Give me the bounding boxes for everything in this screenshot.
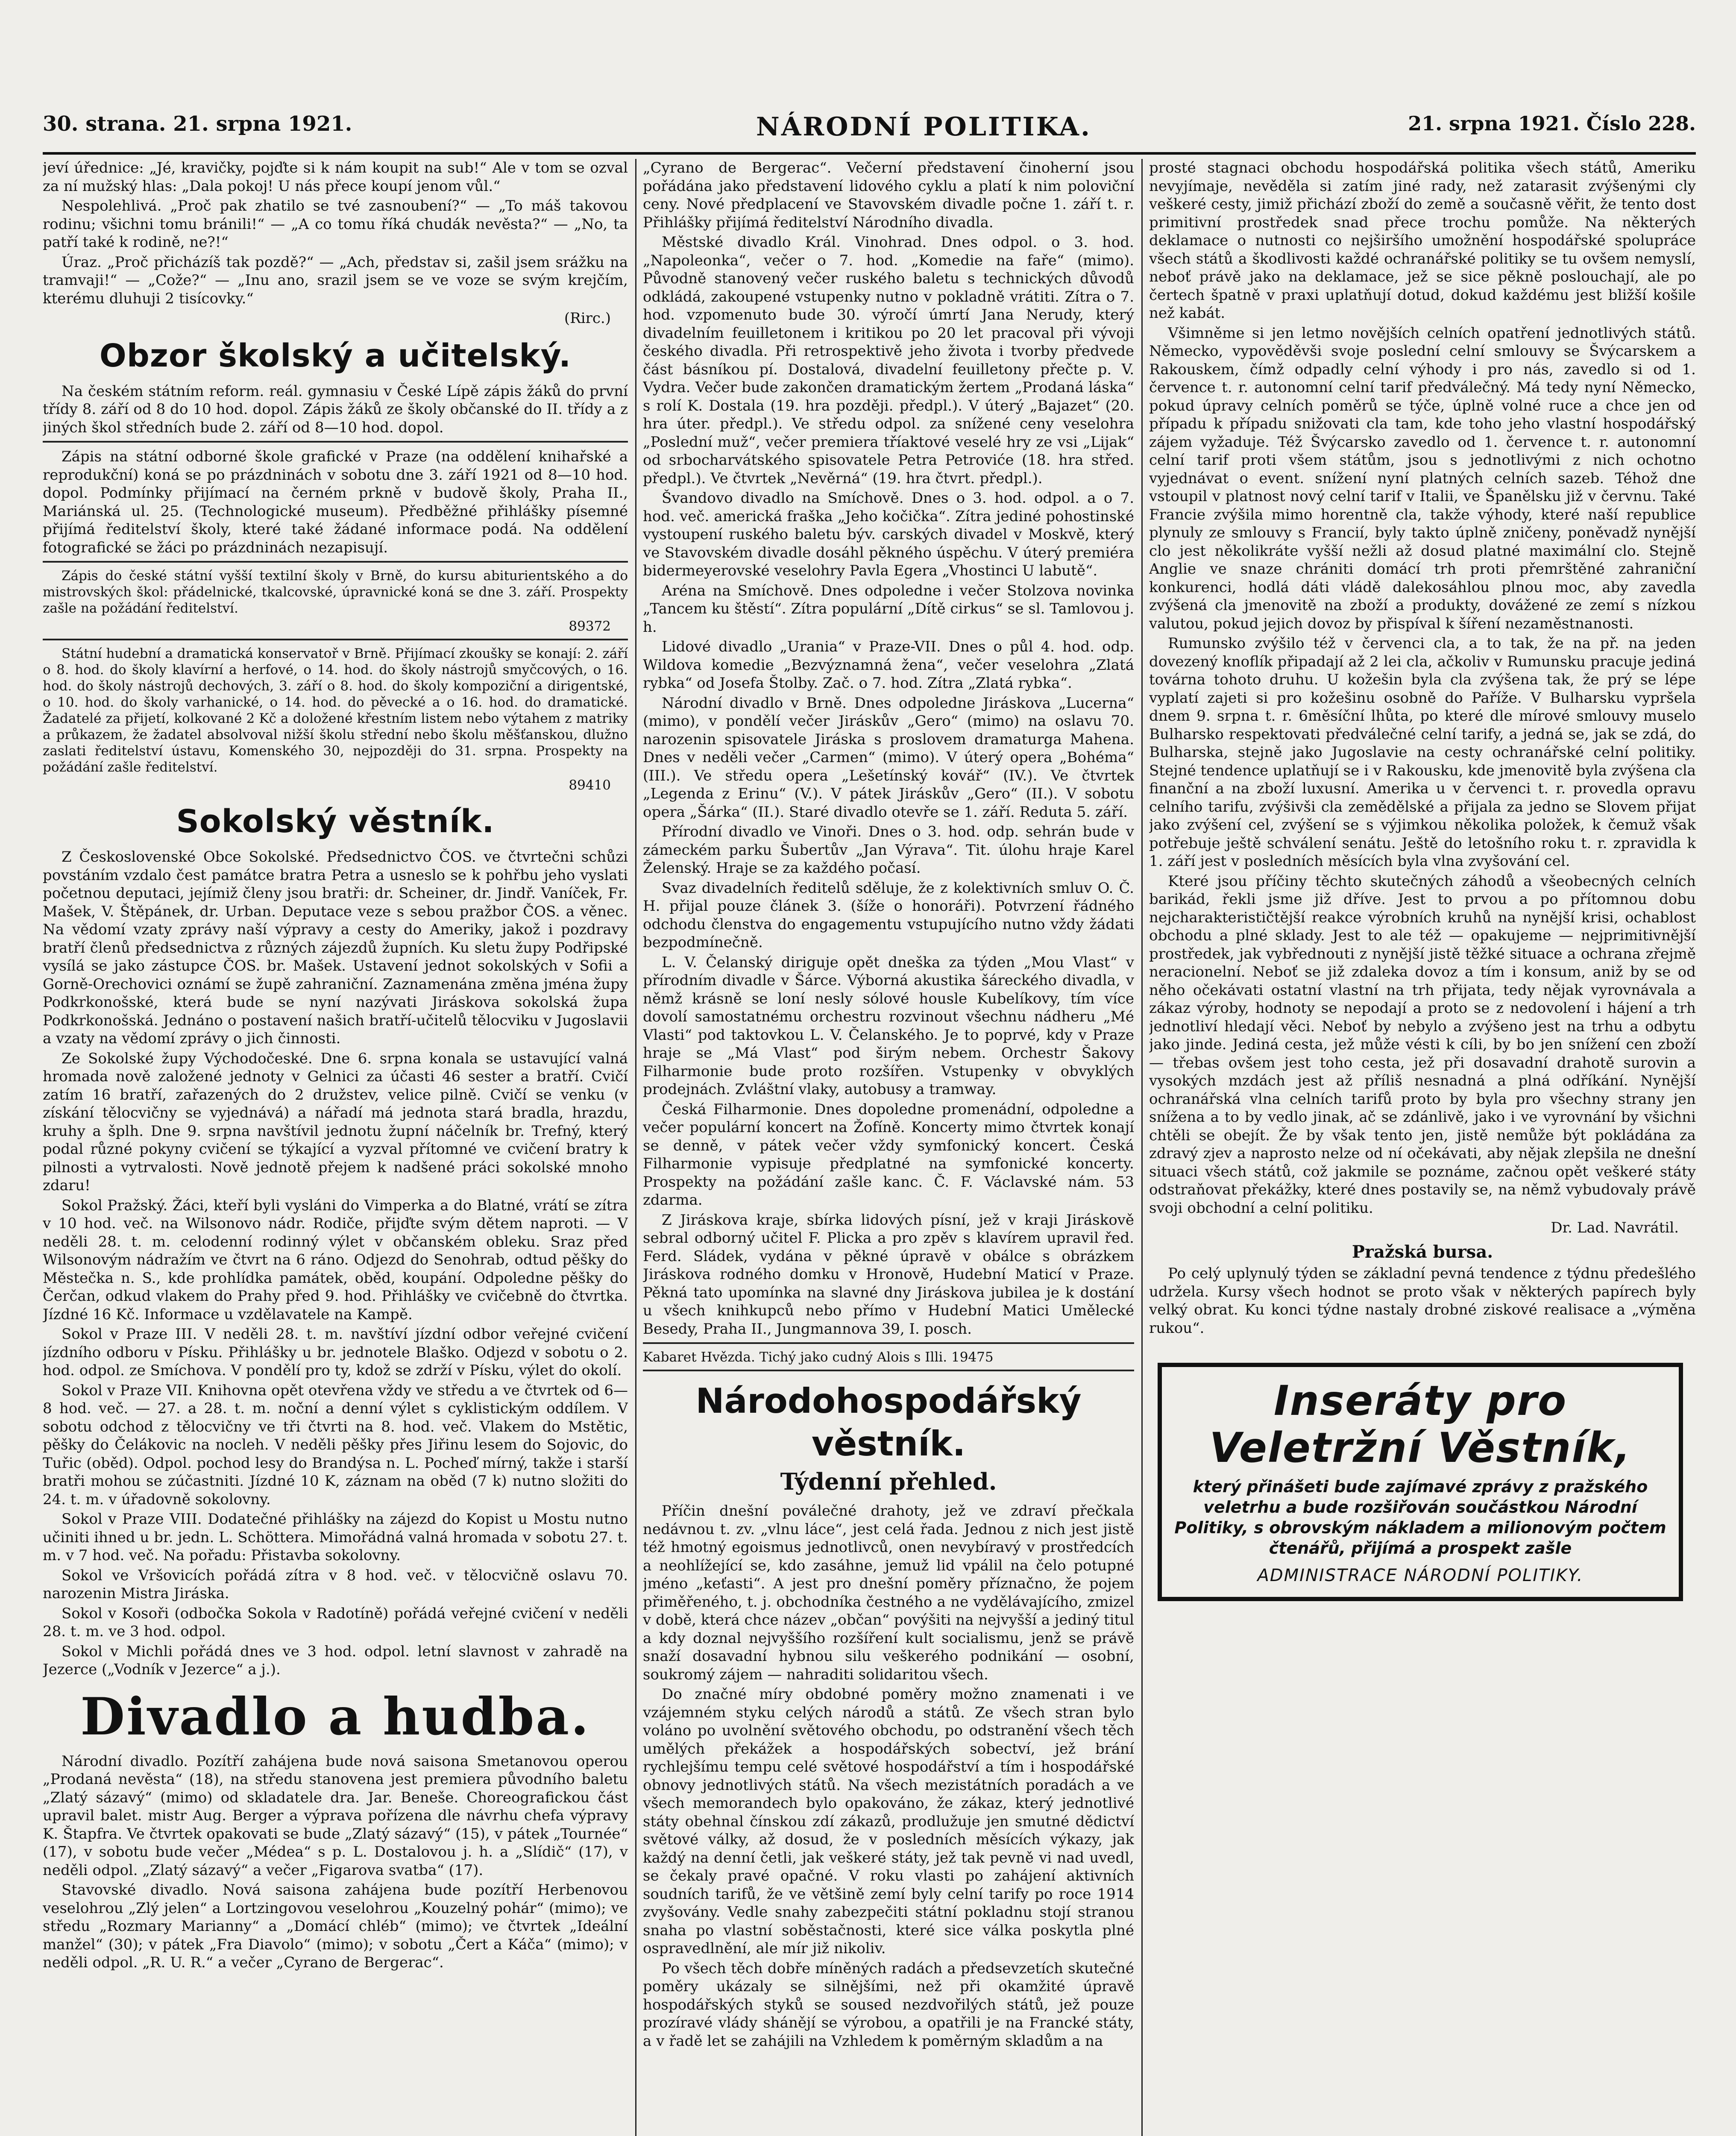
author-signature: (Rirc.) (564, 310, 611, 327)
page-number-date: 30. strana. 21. srpna 1921. (43, 112, 352, 136)
column-divider (635, 159, 636, 2136)
masthead-title: NÁRODNÍ POLITIKA. (756, 112, 1091, 142)
article-text: Lidové divadlo „Urania“ v Praze-VII. Dnes o půl 4. hod. odp. Wildova komedie „Bezvýznamná žena“, večer veselohra „Zlatá rybka“ od Josefa Štolby. Zač. o 7. hod. Zítra „Zlatá rybka“. (643, 638, 1134, 692)
article-text: Do značné míry obdobné poměry možno znamenati i ve vzájemném styku celých národů a států. Ze všech stran bylo voláno po uvolnění světového obchodu, po odstranění všech těch umělých překážek a hospodářských sobectví, jež brání rychlejšímu tempu celé světové hospodářství a tím i hospodářské obnovy jednotlivých států. Na všech mezistátních poradách a ve všech memorandech bylo opakováno, že zákaz, který jednotlivé státy obehnal čínskou zdí zákazů, prodlužuje jen smutné dědictví světové války, až dosud, že v posledních měsících výkazy, jak každý na denní četli, jak veškeré státy, jež tak pevně vi nad uvedl, se čekaly pravé opačné. V roku vlasti po zahájení aktivních soudních tarifů, že ve většině zemí byly celní tarify po roce 1914 zvyšovány. Vedle snahy zabezpečiti státní pokladnu stojí stranou snaha po vlastní soběstačnosti, které sice válka poskytla plné ospravedlnění, ale mír již nikoliv. (643, 1686, 1134, 1957)
article-text: Z Jiráskova kraje, sbírka lidových písní, jež v kraji Jiráskově sebral odborný učitel F. Plicka a pro zpěv s klavírem upravil řed. Ferd. Sládek, vydána v pěkné úpravě v obálce s obrázkem Jiráskova rodného domku v Hronově, Hudební Maticí v Praze. Pěkná tato upomínka na slavné dny Jiráskova jubilea je k dostání u všech knihkupců nebo přímo v Hudební Matici Umělecké Besedy, Praha II., Jungmannova 39, I. posch. (643, 1211, 1134, 1338)
article-text: Národní divadlo v Brně. Dnes odpoledne Jiráskova „Lucerna“ (mimo), v pondělí večer Jiráskův „Gero“ (mimo) na oslavu 70. narozenin spisovatele Jiráska s proslovem dramaturga Mahena. Dnes v neděli večer „Carmen“ (mimo). V úterý opera „Bohéma“ (III.). Ve středu opera „Lešetínský kovář“ (IV.). Ve čtvrtek „Legenda z Erinu“ (V.). V pátek Jiráskův „Gero“ (II.). V sobotu opera „Šárka“ (II.). Staré divadlo otevře se 1. září. Reduta 5. září. (643, 694, 1134, 821)
article-text: Sokol ve Vršovicích pořádá zítra v 8 hod. več. v tělocvičně oslavu 70. narozenin Mistra Jiráska. (43, 1567, 628, 1602)
article-text: Po všech těch dobře míněných radách a předsevzetích skutečné poměry ukázaly se silnějšími, než při okamžité úpravě hospodářských styků se soused nezdvořilých států, jež pouze prozíravé vlády shánějí se výrobou, a opatřili je na Francké státy, a v řadě let se zahájili na Vzhledem k poměrným skladům a na (643, 1960, 1134, 2050)
article-text: Sokol v Kosoři (odbočka Sokola v Radotíně) pořádá veřejné cvičení v neděli 28. t. m. ve 3 hod. odpol. (43, 1605, 628, 1640)
article-text: Ze Sokolské župy Východočeské. Dne 6. srpna konala se ustavující valná hromada nově založené jednoty v Gelnici za účasti 46 sester a bratří. Cvičí zatím 16 bratří, zařazených do 2 družstev, velice pilně. Cvičí se venku (v získání tělocvičny se vyjednává) a nářadí má jednota stará bradla, hrazdu, kruhy a šplh. Dne 9. srpna navštívil jednotu župní náčelník br. Trefný, který podal různé pokyny cvičení se týkající a vyzval přítomné ve cvičení bratry k pilnosti a vytrvalosti. Nově jednotě přejem k nadšené práci sokolské mnoho zdaru! (43, 1050, 628, 1194)
ad-text: který přinášeti bude zajímavé zprávy z pražského veletrhu a bude rozšiřován součástkou Národní Politiky, s obrovským nákladem a milionovým počtem čtenářů, přijímá a prospekt zašle (1174, 1477, 1666, 1558)
divider (43, 441, 628, 443)
article-text: Sokol Pražský. Žáci, kteří byli vysláni do Vimperka a do Blatné, vrátí se zítra v 10 hod. več. na Wilsonovo nádr. Rodiče, přijďte svým dětem naproti. — V neděli 28. t. m. celodenní rodinný výlet v občanském obleku. Sraz před Wilsonovým nádražím ve čtvrt na 6 ráno. Odjezd do Senohrab, odtud pěšky do Městečka n. S., kde prohlídka památek, oběd, koupání. Odpoledne pěšky do Čerčan, odkud vlakem do Prahy před 9. hod. Přihlášky ve cvičebně do čtvrtka. Jízdné 16 Kč. Informace u vzdělavatele na Kampě. (43, 1197, 628, 1323)
article-text: Z Československé Obce Sokolské. Předsednictvo ČOS. ve čtvrtečni schůzi povstáním vzdalo čest památce bratra Petra a usneslo se k pohřbu jeho vyslati početnou deputaci, jejímiž členy jsou bratři: dr. Scheiner, dr. Jindř. Vaníček, Fr. Mašek, V. Štěpánek, dr. Urban. Deputace veze s sebou pražbor ČOS. a věnec. Na vědomí vzaty zprávy naší výpravy a cesty do Ameriky, jakož i pozdravy bratří členů předsednictva z různých zájezdů župních. Ku sletu župy Podřipské vysílá se jako zástupce ČOS. br. Mašek. Ustavení jednot sokolských v Sofii a Gorně-Orechovici oznámí se župě zahraniční. Zaznamenána změna jména župy Podkrkonošské, která bude se nyní nazývati Jiráskova sokolská župa Podkrkonošská. Jednáno o postavení našich bratří-učitelů tělocviku v Jugoslavii a vzaty na vědomí zprávy o jich činnosti. (43, 848, 628, 1047)
article-text: Všimněme si jen letmo novějších celních opatření jednotlivých států. Německo, vypověděvši svoje poslední celní smlouvy se Švýcarskem a Rakouskem, čímž odpadly celní výhody i pro nás, zavedlo si od 1. července t. r. autonomní celní tarif předválečný. Má tedy nyní Německo, pokud úpravy celních poměrů se týče, úplně volné ruce a chce jen od případu k případu snižovati cla tam, kde toho jeho vlastní hospodářský zájem vyžaduje. Též Švýcarsko zavedlo od 1. července t. r. autonomní celní tarif proti všem státům, jsou s jednotlivými z nich ochotno vyjednávat o event. snížení nyní platných celních sazeb. Téhož dne vstoupil v platnost nový celní tarif v Italii, ve Španělsku již v červnu. Také Francie zvýšila mimo horentně cla, takže výhody, které naší republice plynuly ze smlouvy s Francií, byly takto úplně zničeny, poněvadž nynější clo jest několikráte vyšší nežli až dosud platné maximální clo. Stejně Anglie ve snaze chrániti domácí trh proti přemrštěné zahraniční konkurenci, hodlá dáti vládě dalekosáhlou plnou moc, aby zavedla zvýšená cla jmenovitě na zboží a produkty, dovážené ze zemí s nízkou valutou, pokud jejich dovoz by přispíval k šíření nezaměstnanosti. (1149, 324, 1696, 632)
article-text: Svaz divadelních ředitelů sděluje, že z kolektivních smluv O. Č. H. přijal pouze článek 3. (šíže o honoráři). Potvrzení řádného odchodu členstva do engagementu vstupujícího nutno vždy žádati bezpodmínečně. (643, 879, 1134, 951)
article-text: jeví úřednice: „Jé, kravičky, pojďte si k nám koupit na sub!“ Ale v tom se ozval za ní mužský hlas: „Dala pokoj! U nás přece koupí jenom vůl.“ (43, 159, 628, 195)
article-text: L. V. Čelanský diriguje opět dneška za týden „Mou Vlast“ v přírodním divadle v Šárce. Výborná akustika šáreckého divadla, v němž krásně se loní nesly sólové housle Kubelíkovy, tím více dovolí samostatnému orchestru rozvinout všechnu nádheru „Mé Vlasti“ pod taktovkou L. V. Čelanského. Je to poprvé, kdy v Praze hraje se „Má Vlast“ pod širým nebem. Orchestr Šakovy Filharmonie bude proto rozšířen. Vstupenky v obvyklých prodejnách. Zvláštní vlaky, autobusy a tramway. (643, 954, 1134, 1098)
article-text: Národní divadlo. Pozítří zahájena bude nová saisona Smetanovou operou „Prodaná nevěsta“ (18), na středu stanovena jest premiera původního baletu „Zlatý sázavý“ (mimo) od skladatele dra. Jar. Beneše. Choreografickou část upravil balet. mistr Aug. Berger a výprava pořízena dle návrhu chefa výpravy K. Štapfra. Ve čtvrtek opakovati se bude „Zlatý sázavý“ (15), v pátek „Tournée“ (17), v sobotu bude večer „Médea“ s p. L. Dostalovou j. h. a „Slídič“ (17), v neděli odpol. „Zlatý sázavý“ a večer „Figarova svatba“ (17). (43, 1752, 628, 1879)
article-text: Stavovské divadlo. Nová saisona zahájena bude pozítří Herbenovou veselohrou „Zlý jelen“ a Lortzingovou veselohrou „Kouzelný pohár“ (mimo); ve středu „Rozmary Marianny“ a „Domácí chléb“ (mimo); ve čtvrtek „Ideální manžel“ (30); v pátek „Fra Diavolo“ (mimo); v sobotu „Čert a Káča“ (mimo); v neděli odpol. „R. U. R.“ a večer „Cyrano de Bergerac“. (43, 1881, 628, 1971)
article-text: Městské divadlo Král. Vinohrad. Dnes odpol. o 3. hod. „Napoleonka“, večer o 7. hod. „Komedie na faře“ (mimo). Původně stanovený večer ruského baletu s technických důvodů odkládá, zakoupené vstupenky nutno v pokladně vrátiti. Zítra o 7. hod. vzpomenuto bude 30. výročí úmrtí Jana Nerudy, který divadelním feuilletonem i kritikou po 20 let pracoval při vývoji českého divadla. Při retrospektivě jeho života i tvorby předvede část básníkou pí. Dostalová, divadelní feuilletony přečte p. V. Vydra. Večer bude zakončen dramatickým žertem „Prodaná láska“ s rolí K. Dostala (19. hra později. předpl.). V úterý „Bajazet“ (20. hra úter. předpl.). Ve středu odpol. za snížené ceny veselohra „Poslední muž“, večer premiera tříaktové veselé hry ze vsi „Lijak“ od srbocharvátského spisovatele Petra Petroviće (18. hra střed. předpl.). Ve čtvrtek „Nevěrná“ (19. hra čtvrt. předpl.). (643, 234, 1134, 487)
article-text: Rumunsko zvýšilo též v červenci cla, a to tak, že na př. na jeden dovezený knoflík připadají až 2 lei cla, ačkoliv v Rumunsku pracuje jediná továrna tohoto druhu. U kožešin byla cla zvýšena tak, že prý se lépe vyplatí zajeti si pro kožešinu osobně do Paříže. V Bulharsku vypršela dnem 9. srpna t. r. 6měsíční lhůta, po které dle mírové smlouvy muselo Bulharsko respektovati předválečné celní tarify, a jedná se, jak se zdá, do Bulharska, stejně jako Jugoslavie na cesty ochranářské celní politiky. Stejné tendence uplatňují se i v Rakousku, kde jmenovitě byla zvýšena cla finanční a na zboží luxusní. Amerika u v červenci t. r. provedla opravu celního tarifu, zvýšivši cla zemědělské a přijala za jedno se Slovem přijat jako zvýšení cel, zvýšení se s výjimkou několika položek, k čemuž však potřebuje ještě schválení senátu. Ještě do letošního roku t. r. zpravidla k 1. září jest v posledních měsících byla vlna zvyšování cel. (1149, 635, 1696, 870)
article-text: „Cyrano de Bergerac“. Večerní představení činoherní jsou pořádána jako představení lidového cyklu a platí k nim poloviční ceny. Nové předplacení ve Stavovském divadle počne 1. září t. r. Přihlášky přijímá ředitelství Národního divadla. (643, 159, 1134, 231)
ad-footer: ADMINISTRACE NÁRODNÍ POLITIKY. (1257, 1566, 1584, 1585)
column-right (1149, 159, 1696, 2136)
article-text: Které jsou příčiny těchto skutečných záhodů a všeobecných celních barikád, řekli jsme již dříve. Jest to prvou a po přítomnou dobu nejcharakterističtější reakce výrobních kruhů na nynější krisi, ochablost obchodu a plné sklady. Jest to ale též — opakujeme — nejprimitivnější prostředek, jak vybřednouti z nynější jistě těžké situace a ochrana zřejmě neracionelní. Neboť se již zdaleka dovoz a tím i konsum, aniž by se od něho očekávati ostatní vlastní na trh přijata, tedy nějak vyrovnávala a zákaz výroby, hodnoty se nepodají a proto se z nedovolení i hájení a trh jednotliví hledají věci. Neboť by nebylo a zvýšeno jest na trhu a odbytu jako jinde. Jediná cesta, jež může vésti k cíli, by bo jen snížení cen zboží — třebas ovšem jest toho cesta, jež při dosavadní drahotě surovin a vysokých mzdách jest až příliš nesnadná a plná odříkání. Nynější ochranářská vlna celních tarifů proto by byla pro všechny strany jen snížena a to by vedlo jinak, ač se zdánlivě, jako i ve vyrovnání by všichni chtěli se obejít. Že by však tento jen, jistě nemůže být pokládána za zdravý zjev a naprosto nelze od ní očekávati, aby nějak zlepšila ne dnešní situaci všech států, což jakmile se poznáme, začnou opět veškeré státy odstraňovat překážky, které dnes postavily se, na němž vybudovaly právě svoji obchodní a celní politiku. (1149, 872, 1696, 1217)
notice-number: 89372 (569, 619, 611, 634)
header-rule (43, 152, 1696, 155)
divider (643, 1342, 1134, 1344)
article-text: Sokol v Michli pořádá dnes ve 3 hod. odpol. letní slavnost v zahradě na Jezerce („Vodník v Jezerce“ a j.). (43, 1643, 628, 1678)
divider (43, 561, 628, 563)
column-divider (1141, 159, 1143, 2136)
column-middle (643, 159, 1134, 2136)
article-text: prosté stagnaci obchodu hospodářská politika všech států, Ameriku nevyjímaje, nevěděla si zatím jiné rady, než zatarasit zvýšenými cly veškeré cesty, jimiž přichází zboží do země a současně věřit, že tento dost primitivní prostředek snad přece trochu pomůže. Na některých deklamace o nutnosti co nejširšího umožnění hospodářské spolupráce všech států a škodlivosti každé ochranářské politiky se tu ovšem nemyslí, neboť právě jako na deklamace, jež se sice pěkně poslouchají, ale po čertech špatně v praxi uplatňují dotud, dokud každému jest bližší košile než kabát. (1149, 159, 1696, 322)
section-heading-sokol: Sokolský věstník. (176, 803, 495, 840)
subheading-weekly-review: Týdenní přehled. (780, 1468, 997, 1495)
author-signature: Dr. Lad. Navrátil. (1551, 1219, 1679, 1236)
article-text: Sokol v Praze III. V neděli 28. t. m. navštíví jízdní odbor veřejné cvičení jízdního odboru v Písku. Přihlášky u br. jednotele Blaško. Odjezd v sobotu o 2. hod. odpol. ze Smíchova. V pondělí pro ty, kdož se zdrží v Písku, výlet do okolí. (43, 1326, 628, 1379)
notice-text: Státní hudební a dramatická konservatoř v Brně. Přijímací zkoušky se konají: 2. září o 8. hod. do školy klavírní a herfové, o 14. hod. do školy nástrojů smyčcových, o 16. hod. do školy nástrojů dechových, 3. září o 8. hod. do školy kompoziční a dirigentské, o 10. hod. do školy varhanické, o 14. hod. do pěvecké a o 16. hod. do dramatické. Žadatelé za přijetí, kolkované 2 Kč a doložené křestním listem nebo výtahem z matriky a průkazem, že žadatel absolvoval nižší školu střední nebo školu měšťanskou, dlužno zaslati ředitelství ústavu, Komenského 30, nejpozději do 31. srpna. Prospekty na požádání zašle ředitelství. (43, 646, 628, 775)
article-text: Příčin dnešní poválečné drahoty, jež ve zdraví přečkala nedávnou t. zv. „vlnu láce“, jest celá řada. Jednou z nich jest jistě též hmotný egoismus jednotlivců, onen nevybíravý v prostředcích a neohlížející se, kdo zasáhne, jemuž lid vpálil na čelo potupné jméno „keťasti“. A jest pro dnešní poměry příznačno, že pojem přiměřeného, t. j. obchodníka čestného a ne vydělávajícího, zmizel v době, která chce název „občan“ povýšiti na nejvyšší a jediný titul a kdy doznal nejvyššího rozšíření kult socialismu, jenž se právě snaží dosavadní hybnou silu veškerého podnikání — osobní, soukromý zájem — nahraditi solidaritou všech. (643, 1502, 1134, 1683)
page-header (43, 112, 1696, 150)
article-text: Aréna na Smíchově. Dnes odpoledne i večer Stolzova novinka „Tancem ku štěstí“. Zítra populární „Dítě cirkus“ se sl. Tamlovou j. h. (643, 582, 1134, 636)
advertisement-box (1158, 1363, 1683, 1601)
ad-title: Inseráty pro Veletržní Věstník, (1209, 1377, 1631, 1472)
article-text: Po celý uplynulý týden se základní pevná tendence z týdnu předešlého udržela. Kursy všech hodnot se proto však v některých papírech byly velký obrat. Ku konci týdne nastaly drobné ziskové realisace a „výměna rukou“. (1149, 1265, 1696, 1337)
notice-number: 89410 (569, 778, 611, 793)
article-text: Nespolehlivá. „Proč pak zhatilo se tvé zasnoubení?“ — „To máš takovou rodinu; všichni tomu bránili!“ — „A co tomu říká chudák nevěsta?“ — „No, ta patří také k rodině, ne?!“ (43, 197, 628, 251)
cabaret-notice: Kabaret Hvězda. Tichý jako cudný Alois s Illi. 19475 (643, 1350, 994, 1365)
article-text: Švandovo divadlo na Smíchově. Dnes o 3. hod. odpol. a o 7. hod. več. americká fraška „Jeho kočička“. Zítra jediné pohostinské vystoupení ruského baletu býv. carských divadel v Moskvě, který ve Stavovském divadle dosáhl pěkného úspěchu. V úterý premiéra bidermeyerovské veselohry Pavla Egera „Vhostinci U labutě“. (643, 490, 1134, 579)
section-heading-theatre: Divadlo a hudba. (80, 1686, 590, 1747)
article-text: Sokol v Praze VII. Knihovna opět otevřena vždy ve středu a ve čtvrtek od 6—8 hod. več. — 27. a 28. t. m. noční a denní výlet s cyklistickým oddílem. V sobotu odchod z tělocvičny ve tři čtvrti na 8. hod. več. Vlakem do Mstětic, pěšky do Čelákovic na nocleh. V neděli pěšky přes Jiřinu lesem do Sojovic, do Tuřic (oběd). Odpol. pochod lesy do Brandýsa n. L. Pocheď mírný, takže i starší bratři mohou se zúčastniti. Jízdné 10 K, záznam na oběd (7 k) nutno složiti do 24. t. m. v úřadovně sokolovny. (43, 1382, 628, 1508)
issue-number: 21. srpna 1921. Číslo 228. (1408, 112, 1696, 135)
article-text: Na českém státním reform. reál. gymnasiu v České Lípě zápis žáků do první třídy 8. září od 8 do 10 hod. dopol. Zápis žáků ze školy občanské do II. třídy a z jiných škol středních bude 2. září od 8—10 hod. dopol. (43, 382, 628, 436)
subheading-stock-exchange: Pražská bursa. (1352, 1241, 1493, 1262)
article-text: Úraz. „Proč přicházíš tak pozdě?“ — „Ach, představ si, zašil jsem srážku na tramvaji!“ — „Cože?“ — „Inu ano, srazil jsem se ve voze se svým krejčím, kterému dluhuji 2 tisícovky.“ (43, 253, 628, 307)
article-text: Česká Filharmonie. Dnes dopoledne promenádní, odpoledne a večer populární koncert na Žofíně. Koncerty mimo čtvrtek konají se denně, v pátek večer vždy symfonický koncert. Česká Filharmonie vypisuje předplatné na symfonické koncerty. Prospekty na požádání zašle kanc. Č. F. Václavské nám. 53 zdarma. (643, 1100, 1134, 1209)
notice-text: Zápis do české státní vyšší textilní školy v Brně, do kursu abiturientského a do mistrovských škol: přádelnické, tkalcovské, úpravnické koná se dne 3. září. Prospekty zašle na požádání ředitelství. (43, 568, 628, 616)
article-text: Zápis na státní odborné škole grafické v Praze (na oddělení knihařské a reprodukční) koná se po prázdninách v sobotu dne 3. září 1921 od 8—10 hod. dopol. Podmínky přijímací na černém prkně v budově školy, Praha II., Mariánská ul. 25. (Technologické museum). Předběžné přihlášky písemné přijímá ředitelství školy, které také žádané informace podá. Na oddělení fotografické se žáci po prázdninách nezapisují. (43, 448, 628, 556)
article-text: Sokol v Praze VIII. Dodatečné přihlášky na zájezd do Kopist u Mostu nutno učiniti ihned u br. jedn. L. Schöttera. Mimořádná valná hromada v sobotu 27. t. m. v 7 hod. več. Na pořadu: Přistavba sokolovny. (43, 1511, 628, 1564)
article-text: Přírodní divadlo ve Vinoři. Dnes o 3. hod. odp. sehrán bude v zámeckém parku Šubertův „Jan Výrava“. Tit. úlohu hraje Karel Želenský. Hraje se za každého počasí. (643, 823, 1134, 877)
section-heading-economy: Národohospodářský věstník. (695, 1381, 1082, 1464)
section-heading-school: Obzor školský a učitelský. (99, 337, 572, 374)
divider (43, 639, 628, 640)
divider (643, 1370, 1134, 1371)
column-left (43, 159, 628, 2136)
